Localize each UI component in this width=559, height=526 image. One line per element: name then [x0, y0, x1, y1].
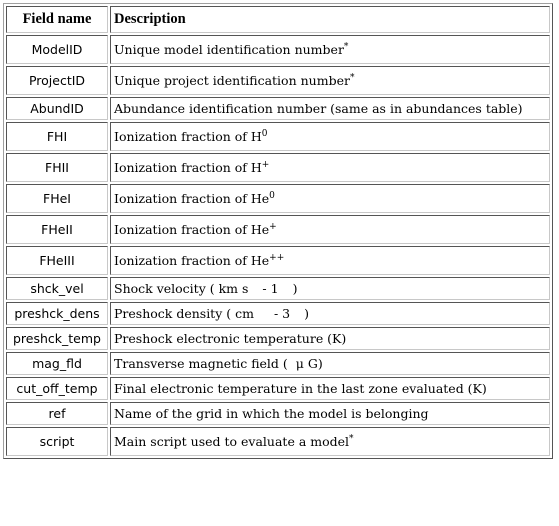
- field-name-cell: script: [6, 427, 108, 456]
- field-name-cell: FHI: [6, 122, 108, 151]
- header-field-name: Field name: [6, 6, 108, 33]
- table-row: [6, 215, 550, 244]
- field-name-cell: FHeIII: [6, 246, 108, 275]
- description-cell: Unique project identification number*: [110, 66, 550, 95]
- table-row: [6, 184, 550, 213]
- description-cell: Preshock density ( cm - 3 ): [110, 302, 550, 325]
- field-name-cell: ref: [6, 402, 108, 425]
- description-cell: Preshock electronic temperature (K): [110, 327, 550, 350]
- field-name-cell: AbundID: [6, 97, 108, 120]
- field-name-cell: preshck_dens: [6, 302, 108, 325]
- table-row: [6, 427, 550, 456]
- field-name-cell: FHII: [6, 153, 108, 182]
- description-cell: Transverse magnetic field ( μ G): [110, 352, 550, 375]
- table-row: [6, 66, 550, 95]
- table-row: [6, 327, 550, 350]
- description-cell: Name of the grid in which the model is belonging: [110, 402, 550, 425]
- table-row: [6, 402, 550, 425]
- field-name-cell: cut_off_temp: [6, 377, 108, 400]
- table-row: [6, 377, 550, 400]
- field-name-cell: shck_vel: [6, 277, 108, 300]
- description-cell: Shock velocity ( km s - 1 ): [110, 277, 550, 300]
- table-row: [6, 352, 550, 375]
- description-cell: Ionization fraction of He$^0$: [110, 184, 550, 213]
- table-row: [6, 277, 550, 300]
- description-cell: Ionization fraction of H+: [110, 153, 550, 182]
- description-cell: Unique model identification number*: [110, 35, 550, 64]
- description-cell: Ionization fraction of He++: [110, 246, 550, 275]
- table-row: [6, 122, 550, 151]
- field-name-cell: FHeI: [6, 184, 108, 213]
- table-row: [6, 97, 550, 120]
- field-name-cell: mag_fld: [6, 352, 108, 375]
- table-header-row: [6, 6, 550, 33]
- field-description-table: [4, 4, 552, 458]
- table-row: [6, 302, 550, 325]
- description-cell: Main script used to evaluate a model*: [110, 427, 550, 456]
- field-description-table-frame: [3, 3, 553, 459]
- description-cell: Final electronic temperature in the last zone evaluated (K): [110, 377, 550, 400]
- description-cell: Abundance identification number (same as in abundances table): [110, 97, 550, 120]
- field-name-cell: ProjectID: [6, 66, 108, 95]
- field-name-cell: FHeII: [6, 215, 108, 244]
- field-name-cell: preshck_temp: [6, 327, 108, 350]
- table-row: [6, 35, 550, 64]
- description-cell: Ionization fraction of $H^0$: [110, 122, 550, 151]
- header-description: Description: [110, 6, 550, 33]
- table-row: [6, 153, 550, 182]
- field-name-cell: ModelID: [6, 35, 108, 64]
- description-cell: Ionization fraction of He+: [110, 215, 550, 244]
- table-row: [6, 246, 550, 275]
